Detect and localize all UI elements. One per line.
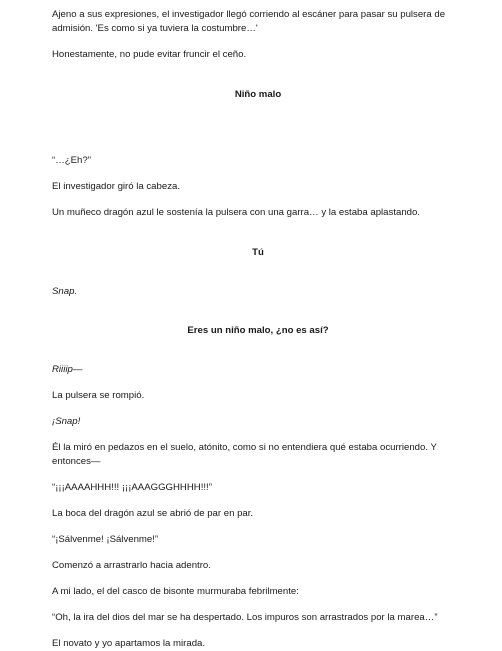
- heading-nino-malo: Niño malo: [234, 89, 282, 100]
- paragraph-looked-at-pieces: Él la miró en pedazos en el suelo, atónito, como si no entendiera qué estaba ocurriendo. Y entonces—: [52, 442, 437, 467]
- paragraph-drag-inside: Comenzó a arrastrarlo hacia adentro.: [52, 560, 211, 571]
- paragraph-snap: Snap.: [52, 286, 78, 297]
- paragraph-bracelet-broke: La pulsera se rompió.: [52, 390, 145, 401]
- paragraph-turned-head: El investigador giró la cabeza.: [52, 181, 180, 192]
- heading-tu: Tú: [252, 247, 264, 258]
- paragraph-bison-helmet: A mi lado, el del casco de bisonte murmuraba febrilmente:: [52, 586, 299, 597]
- paragraph-sea-god: “Oh, la ira del dios del mar se ha despertado. Los impuros son arrastrados por la marea…”: [52, 612, 438, 623]
- paragraph-looked-away: El novato y yo apartamos la mirada.: [52, 638, 206, 649]
- paragraph-dragon-mouth: La boca del dragón azul se abrió de par en par.: [52, 508, 254, 519]
- paragraph-frown: Honestamente, no pude evitar fruncir el ceño.: [52, 49, 247, 60]
- paragraph-eh: “…¿Eh?”: [52, 155, 91, 166]
- paragraph-save-me: “¡Sálvenme! ¡Sálvenme!”: [52, 534, 159, 545]
- paragraph-riiiip: Riiiip—: [52, 364, 83, 375]
- heading-eres-nino-malo: Eres un niño malo, ¿no es así?: [187, 325, 329, 336]
- paragraph-snap-exclaim: ¡Snap!: [52, 416, 81, 427]
- paragraph-scream: “¡¡¡AAAAHHH!!! ¡¡¡AAAGGGHHHH!!!”: [52, 482, 212, 493]
- paragraph-blue-dragon: Un muñeco dragón azul le sostenía la pulsera con una garra… y la estaba aplastando.: [52, 207, 420, 218]
- paragraph-investigator-scanner: Ajeno a sus expresiones, el investigador llegó corriendo al escáner para pasar su pulsera de admisión. 'Es como si ya tuviera la costumbre…': [52, 9, 446, 34]
